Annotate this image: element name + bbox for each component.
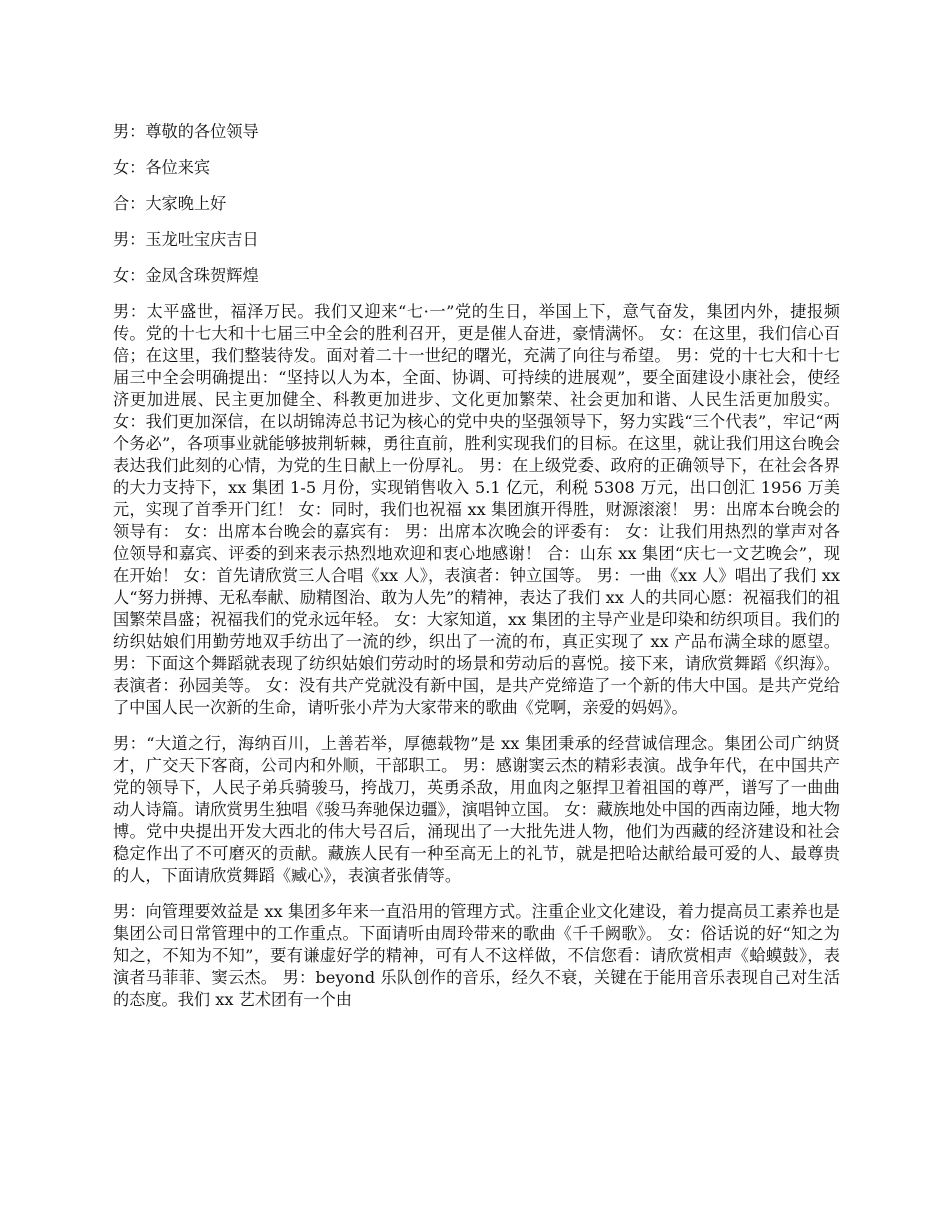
script-paragraph: 男：向管理要效益是 xx 集团多年来一直沿用的管理方式。注重企业文化建设，着力提高员工素养也是集团公司日常管理中的工作重点。下面请听由周玲带来的歌曲《千千阙歌》。 女：俗话说的好“知之为知之，不知为不知”，要有谦虚好学的精神，可有人不这样做，不信您看：请欣赏相声《蛤蟆鼓》，表演者马菲菲、窦云杰。 男：beyond 乐队创作的音乐，经久不衰，关键在于能用音乐表现自己对生活的态度。我们 xx 艺术团有一个由 — [113, 902, 840, 1009]
dialogue-line: 女：金凤含珠贺辉煌 — [113, 266, 259, 285]
dialogue-line: 合：大家晚上好 — [113, 194, 227, 213]
script-paragraph: 男：“大道之行，海纳百川，上善若举，厚德载物”是 xx 集团秉承的经营诚信理念。集团公司广纳贤才，广交天下客商，公司内和外顺，干部职工。 男：感谢窦云杰的精彩表演。战争年代，在中国共产党的领导下，人民子弟兵骑骏马，挎战刀，英勇杀敌，用血肉之躯捍卫着祖国的尊严，谱写了一曲曲动人诗篇。请欣赏男生独唱《骏马奔驰保边疆》，演唱钟立国。 女：藏族地处中国的西南边陲，地大物博。党中央提出开发大西北的伟大号召后，涌现出了一大批先进人物，他们为西藏的经济建设和社会稳定作出了不可磨灭的贡献。藏族人民有一种至高无上的礼节，就是把哈达献给最可爱的人、最尊贵的人，下面请欣赏舞蹈《臧心》，表演者张倩等。 — [113, 734, 840, 885]
document-page — [113, 121, 840, 1025]
script-paragraph: 男：太平盛世，福泽万民。我们又迎来“七·一”党的生日，举国上下，意气奋发，集团内外，捷报频传。党的十七大和十七届三中全会的胜利召开，更是催人奋进，豪情满怀。 女：在这里，我们信心百倍；在这里，我们整装待发。面对着二十一世纪的曙光，充满了向往与希望。 男：党的十七大和十七届三中全会明确提出：“坚持以人为本，全面、协调、可持续的进展观”，要全面建设小康社会，使经济更加进展、民主更加健全、科教更加进步、文化更加繁荣、社会更加和谐、人民生活更加殷实。 女：我们更加深信，在以胡锦涛总书记为核心的党中央的坚强领导下，努力实践“三个代表”，牢记“两个务必”，各项事业就能够披荆斩棘，勇往直前，胜利实现我们的目标。在这里，就让我们用这台晚会表达我们此刻的心情，为党的生日献上一份厚礼。 男：在上级党委、政府的正确领导下，在社会各界的大力支持下，xx 集团 1-5 月份，实现销售收入 5.1 亿元，利税 5308 万元，出口创汇 1956 万美元，实现了首季开门红！ 女：同时，我们也祝福 xx 集团旗开得胜，财源滚滚！ 男：出席本台晚会的领导有： 女：出席本台晚会的嘉宾有： 男：出席本次晚会的评委有： 女：让我们用热烈的掌声对各位领导和嘉宾、评委的到来表示热烈地欢迎和衷心地感谢！ 合：山东 xx 集团“庆七一文艺晚会”，现在开始！ 女：首先请欣赏三人合唱《xx 人》，表演者：钟立国等。 男：一曲《xx 人》唱出了我们 xx 人“努力拼搏、无私奉献、励精图治、敢为人先”的精神，表达了我们 xx 人的共同心愿：祝福我们的祖国繁荣昌盛；祝福我们的党永远年轻。 女：大家知道，xx 集团的主导产业是印染和纺织项目。我们的纺织姑娘们用勤劳地双手纺出了一流的纱，织出了一流的布，真正实现了 xx 产品布满全球的愿望。 男：下面这个舞蹈就表现了纺织姑娘们劳动时的场景和劳动后的喜悦。接下来，请欣赏舞蹈《织海》。表演者：孙园美等。 女：没有共产党就没有新中国，是共产党缔造了一个新的伟大中国。是共产党给了中国人民一次新的生命，请听张小芹为大家带来的歌曲《党啊，亲爱的妈妈》。 — [113, 302, 840, 717]
dialogue-line: 男：尊敬的各位领导 — [113, 122, 259, 141]
dialogue-line: 男：玉龙吐宝庆吉日 — [113, 230, 259, 249]
dialogue-line: 女：各位来宾 — [113, 158, 211, 177]
